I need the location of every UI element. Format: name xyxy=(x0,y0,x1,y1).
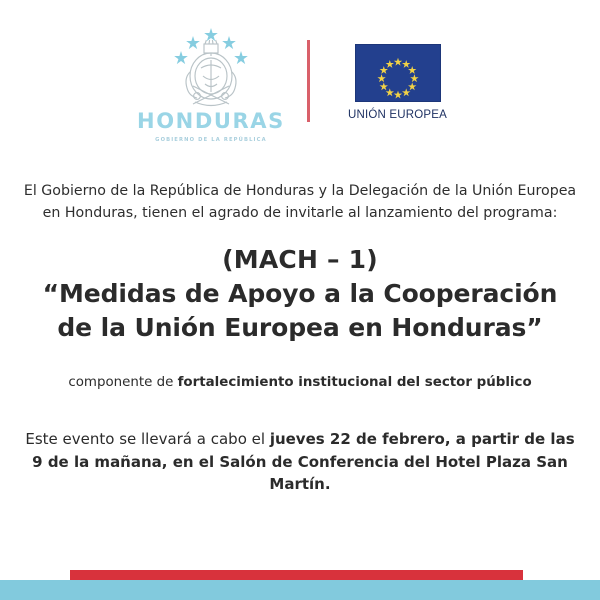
event-details xyxy=(22,428,578,496)
vertical-divider-icon xyxy=(307,40,310,122)
honduras-wordmark: HONDURAS xyxy=(137,109,285,133)
component-prefix: componente de xyxy=(68,375,178,390)
european-union-logo xyxy=(348,22,447,121)
component-emphasis: fortalecimiento institucional del sector público xyxy=(177,375,532,390)
event-emphasis: jueves 22 de febrero, a partir de las 9 de la mañana, en el Salón de Conferencia del Hotel Plaza San Martín. xyxy=(32,430,575,493)
intro-paragraph: El Gobierno de la República de Honduras y la Delegación de la Unión Europea en Honduras, tienen el agrado de invitarle al lanzamiento del programa: xyxy=(23,183,577,221)
honduras-tagline: GOBIERNO DE LA REPÚBLICA xyxy=(155,137,267,143)
logo-band xyxy=(0,22,600,150)
program-name: “Medidas de Apoyo a la Cooperación de la Unión Europea en Honduras” xyxy=(42,278,558,342)
footer-blue-band xyxy=(0,580,600,600)
program-code: (MACH – 1) xyxy=(222,245,378,274)
program-title xyxy=(22,243,578,344)
component-line xyxy=(32,374,568,393)
honduras-government-logo xyxy=(137,22,285,143)
event-prefix: Este evento se llevará a cabo el xyxy=(25,430,270,448)
footer-red-bar xyxy=(70,570,523,580)
honduras-coat-of-arms-icon xyxy=(165,24,257,110)
european-union-caption: UNIÓN EUROPEA xyxy=(347,109,448,121)
european-union-flag-icon xyxy=(355,44,441,102)
